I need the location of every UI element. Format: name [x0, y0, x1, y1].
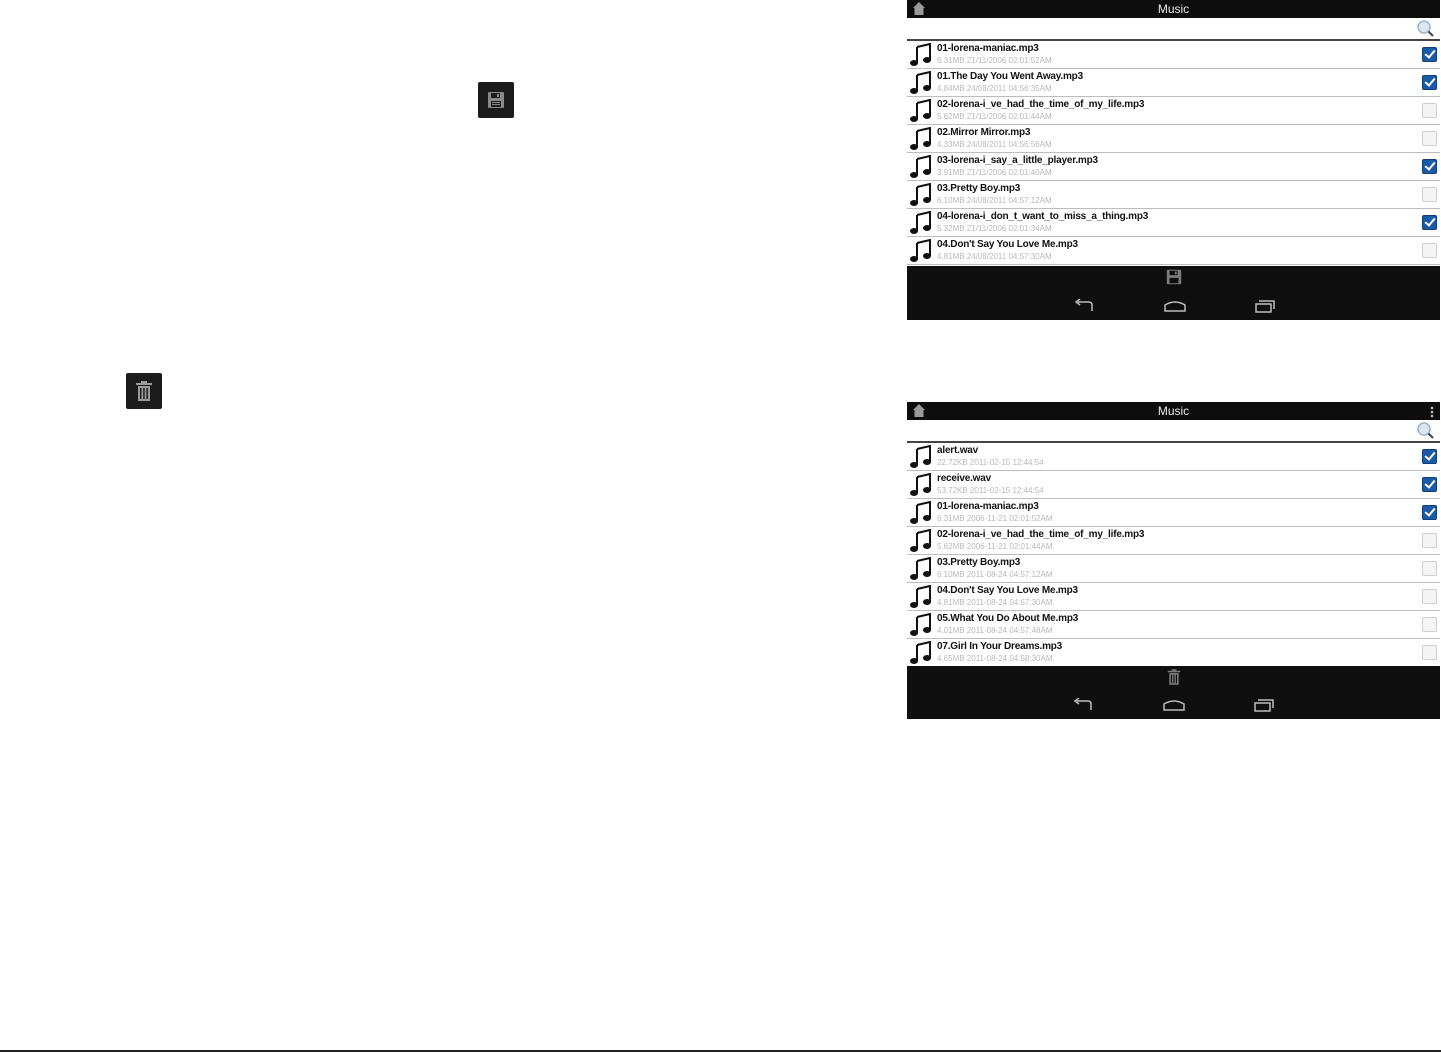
- file-name: 02-lorena-i_ve_had_the_time_of_my_life.mp3: [937, 99, 1145, 110]
- home-nav-icon[interactable]: [1163, 698, 1185, 717]
- music-note-icon: [909, 613, 933, 642]
- file-checkbox[interactable]: [1422, 131, 1437, 146]
- file-row[interactable]: [907, 555, 1440, 583]
- file-list: [907, 41, 1440, 265]
- recent-apps-icon[interactable]: [1255, 299, 1275, 318]
- save-icon: [478, 82, 514, 118]
- save-screen: [907, 0, 1440, 320]
- file-name: 05.What You Do About Me.mp3: [937, 613, 1079, 624]
- file-row[interactable]: [907, 237, 1440, 265]
- music-note-icon: [909, 501, 933, 530]
- file-checkbox[interactable]: [1422, 215, 1437, 230]
- file-meta: 4.65MB 2011-08-24 04:58:30AM: [937, 654, 1053, 663]
- file-name: alert.wav: [937, 445, 979, 456]
- search-icon[interactable]: [1416, 421, 1434, 444]
- file-checkbox[interactable]: [1422, 589, 1437, 604]
- file-meta: 4.81MB 24/08/2011 04:57:30AM: [937, 252, 1052, 261]
- delete-screen: [907, 402, 1440, 719]
- file-meta: 4.01MB 2011-08-24 04:57:48AM: [937, 626, 1053, 635]
- file-row[interactable]: [907, 583, 1440, 611]
- file-checkbox[interactable]: [1422, 75, 1437, 90]
- music-note-icon: [909, 239, 933, 268]
- music-note-icon: [909, 127, 933, 156]
- file-meta: 4.84MB 24/08/2011 04:56:35AM: [937, 84, 1052, 93]
- file-meta: 4.81MB 2011-08-24 04:57:30AM: [937, 598, 1053, 607]
- save-button-icon[interactable]: [1165, 268, 1183, 291]
- file-name: 03.Pretty Boy.mp3: [937, 557, 1021, 568]
- file-meta: 6.10MB 24/08/2011 04:57:12AM: [937, 196, 1052, 205]
- file-row[interactable]: [907, 97, 1440, 125]
- file-meta: 5.62MB 2006-11-21 02:01:44AM: [937, 542, 1053, 551]
- file-meta: 6.10MB 2011-08-24 04:57:12AM: [937, 570, 1053, 579]
- music-note-icon: [909, 529, 933, 558]
- file-row[interactable]: [907, 209, 1440, 237]
- back-icon[interactable]: [1074, 299, 1094, 318]
- action-bar: [907, 266, 1440, 293]
- file-name: 03.Pretty Boy.mp3: [937, 183, 1021, 194]
- music-note-icon: [909, 155, 933, 184]
- file-row[interactable]: [907, 499, 1440, 527]
- music-note-icon: [909, 71, 933, 100]
- file-checkbox[interactable]: [1422, 477, 1437, 492]
- file-name: 01-lorena-maniac.mp3: [937, 501, 1039, 512]
- file-meta: 6.31MB 21/11/2006 02:01:52AM: [937, 56, 1052, 65]
- music-note-icon: [909, 473, 933, 502]
- file-row[interactable]: [907, 69, 1440, 97]
- trash-icon: [126, 373, 162, 409]
- file-row[interactable]: [907, 181, 1440, 209]
- file-name: 02.Mirror Mirror.mp3: [937, 127, 1031, 138]
- file-name: 04-lorena-i_don_t_want_to_miss_a_thing.mp3: [937, 211, 1149, 222]
- screen-title: Music: [1157, 2, 1190, 16]
- file-checkbox[interactable]: [1422, 187, 1437, 202]
- page-bottom-rule: [0, 1050, 1441, 1052]
- file-row[interactable]: [907, 443, 1440, 471]
- music-note-icon: [909, 99, 933, 128]
- system-nav-bar: [907, 692, 1440, 719]
- file-list: [907, 443, 1440, 667]
- file-checkbox[interactable]: [1422, 533, 1437, 548]
- file-checkbox[interactable]: [1422, 617, 1437, 632]
- title-bar: [907, 0, 1440, 18]
- file-row[interactable]: [907, 611, 1440, 639]
- file-checkbox[interactable]: [1422, 561, 1437, 576]
- file-name: receive.wav: [937, 473, 991, 484]
- search-icon[interactable]: [1416, 19, 1434, 42]
- file-meta: 5.32MB 21/11/2006 02:01:34AM: [937, 224, 1052, 233]
- file-checkbox[interactable]: [1422, 645, 1437, 660]
- file-row[interactable]: [907, 471, 1440, 499]
- file-name: 04.Don't Say You Love Me.mp3: [937, 585, 1078, 596]
- file-meta: 22.72KB 2011-02-15 12:44:54: [937, 458, 1044, 467]
- music-note-icon: [909, 183, 933, 212]
- file-meta: 3.91MB 21/11/2006 02:01:40AM: [937, 168, 1052, 177]
- back-icon[interactable]: [1073, 698, 1093, 717]
- file-checkbox[interactable]: [1422, 243, 1437, 258]
- file-row[interactable]: [907, 125, 1440, 153]
- music-note-icon: [909, 585, 933, 614]
- file-checkbox[interactable]: [1422, 103, 1437, 118]
- file-checkbox[interactable]: [1422, 505, 1437, 520]
- file-row[interactable]: [907, 527, 1440, 555]
- music-note-icon: [909, 557, 933, 586]
- file-row[interactable]: [907, 41, 1440, 69]
- file-meta: 4.33MB 24/08/2011 04:56:56AM: [937, 140, 1052, 149]
- search-bar: [907, 420, 1440, 443]
- action-bar: [907, 666, 1440, 693]
- file-checkbox[interactable]: [1422, 449, 1437, 464]
- file-row[interactable]: [907, 639, 1440, 667]
- music-note-icon: [909, 211, 933, 240]
- file-meta: 6.31MB 2006-11-21 02:01:52AM: [937, 514, 1053, 523]
- search-bar: [907, 18, 1440, 41]
- file-name: 02-lorena-i_ve_had_the_time_of_my_life.mp3: [937, 529, 1145, 540]
- music-note-icon: [909, 445, 933, 474]
- file-checkbox[interactable]: [1422, 159, 1437, 174]
- screen-title: Music: [1157, 404, 1190, 418]
- file-row[interactable]: [907, 153, 1440, 181]
- file-meta: 53.72KB 2011-02-15 12:44:54: [937, 486, 1044, 495]
- title-bar: [907, 402, 1440, 420]
- file-checkbox[interactable]: [1422, 47, 1437, 62]
- file-meta: 5.62MB 21/11/2006 02:01:44AM: [937, 112, 1052, 121]
- file-name: 01-lorena-maniac.mp3: [937, 43, 1039, 54]
- system-nav-bar: [907, 293, 1440, 320]
- music-note-icon: [909, 43, 933, 72]
- recent-apps-icon[interactable]: [1254, 698, 1274, 717]
- delete-button-icon[interactable]: [1167, 668, 1181, 691]
- file-name: 01.The Day You Went Away.mp3: [937, 71, 1083, 82]
- home-nav-icon[interactable]: [1164, 299, 1186, 318]
- file-name: 04.Don't Say You Love Me.mp3: [937, 239, 1078, 250]
- file-name: 07.Girl In Your Dreams.mp3: [937, 641, 1063, 652]
- file-name: 03-lorena-i_say_a_little_player.mp3: [937, 155, 1098, 166]
